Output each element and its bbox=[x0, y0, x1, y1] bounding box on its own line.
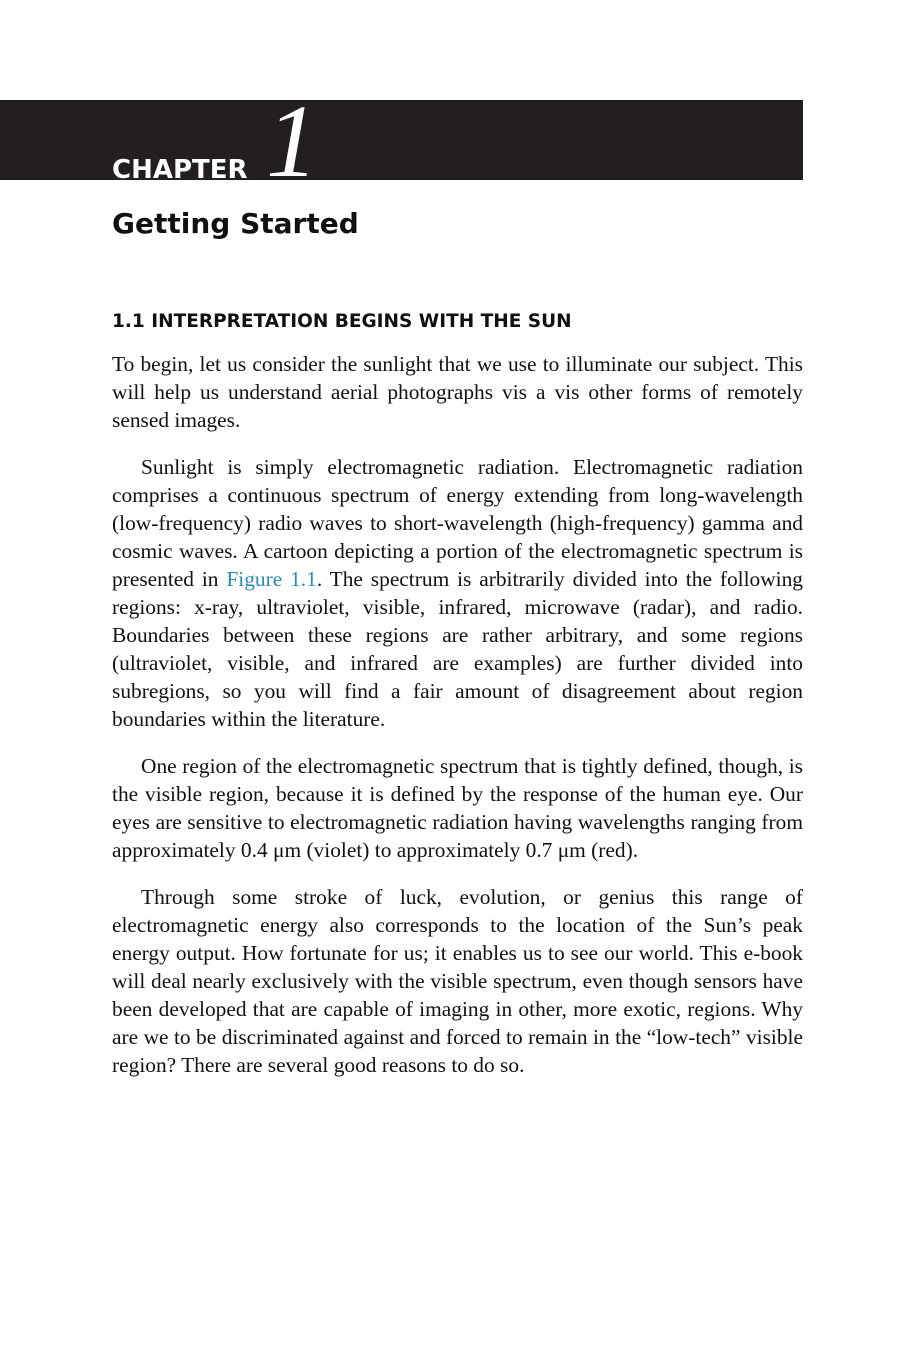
chapter-title: Getting Started bbox=[112, 207, 359, 240]
chapter-label: CHAPTER bbox=[112, 155, 248, 185]
body-text bbox=[112, 350, 803, 1098]
figure-1-1-link[interactable]: Figure 1.1 bbox=[226, 567, 317, 591]
paragraph-2 bbox=[112, 453, 803, 733]
paragraph-3: One region of the electromagnetic spectrum that is tightly defined, though, is the visible region, because it is defined by the response of the human eye. Our eyes are sensitive to electromagnetic radiation having wavelengths ranging from approximately 0.4 μm (violet) to approximately 0.7 μm (red). bbox=[112, 754, 803, 862]
paragraph-4: Through some stroke of luck, evolution, or genius this range of electromagnetic energy also corresponds to the location of the Sun’s peak energy output. How fortunate for us; it enables us to see our world. This e-book will deal nearly exclusively with the visible spectrum, even though sensors have been developed that are capable of imaging in other, more exotic, regions. Why are we to be discriminated against and forced to remain in the “low-tech” visible region? There are several good reasons to do so. bbox=[112, 885, 803, 1077]
chapter-number: 1 bbox=[266, 84, 318, 199]
section-heading: 1.1 INTERPRETATION BEGINS WITH THE SUN bbox=[112, 311, 572, 332]
paragraph-1: To begin, let us consider the sunlight that we use to illuminate our subject. This will help us understand aerial photographs vis a vis other forms of remotely sensed images. bbox=[112, 352, 803, 432]
paragraph-2-text-before-link: Sunlight is simply electromagnetic radiation. Electromagnetic radiation comprises a continuous spectrum of energy extending from long-wavelength (low-frequency) radio waves to short-wavelength (high-frequency) gamma and cosmic waves. A cartoon depicting a portion of the electromagnetic spectrum is presented in bbox=[112, 455, 803, 591]
paragraph-2-text-after-link: . The spectrum is arbitrarily divided into the following regions: x-ray, ultraviolet, visible, infrared, microwave (radar), and radio. Boundaries between these regions are rather arbitrary, and some regions (ultraviolet, visible, and infrared are examples) are further divided into subregions, so you will find a fair amount of disagreement about region boundaries within the literature. bbox=[112, 567, 804, 731]
